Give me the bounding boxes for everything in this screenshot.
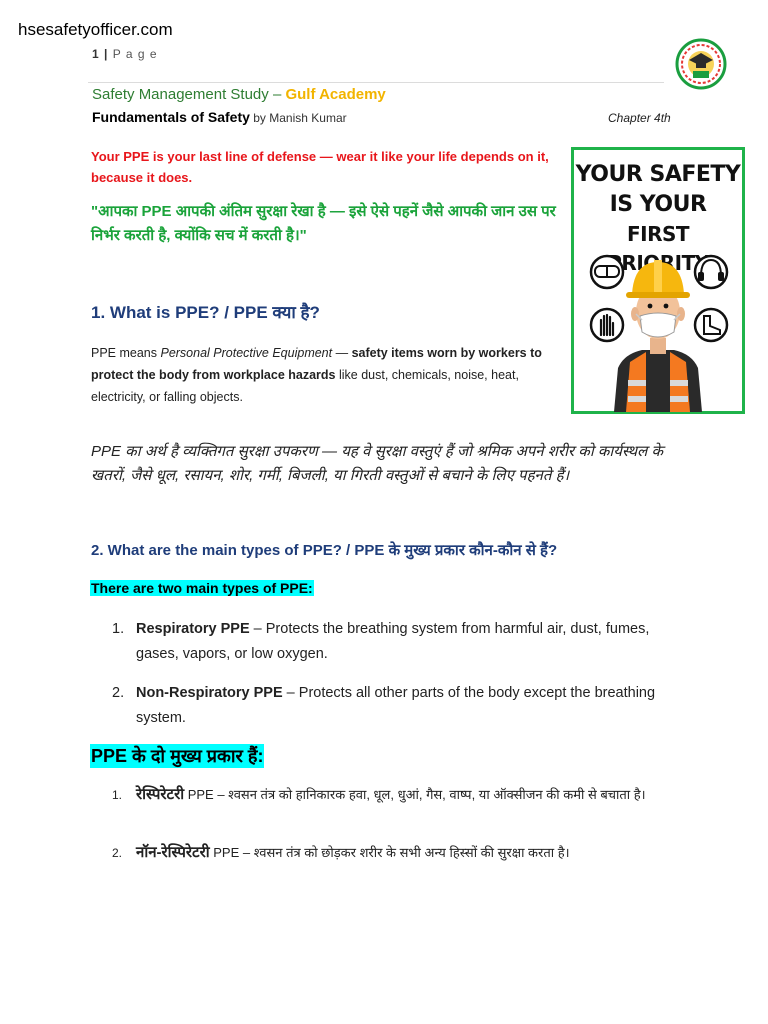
definition-suffix: like dust, chemicals, noise, heat, electricity, or falling objects. [91, 368, 519, 404]
types-highlight-english: There are two main types of PPE: [91, 580, 313, 596]
section-1-heading: 1. What is PPE? / PPE क्या है? [91, 303, 320, 322]
quote-english: Your PPE is your last line of defense — wear it like your life depends on it, because it does. [91, 149, 549, 185]
author: by Manish Kumar [249, 111, 347, 125]
types-highlight-hindi: PPE के दो मुख्य प्रकार हैं: [91, 746, 264, 766]
list-item [112, 681, 672, 731]
poster-line-3: FIRST [626, 222, 690, 246]
safety-poster [571, 147, 745, 414]
page-word: P a g e [112, 47, 158, 61]
fundamentals-title: Fundamentals of Safety [92, 109, 250, 125]
header-rule [88, 82, 664, 83]
list-item [112, 617, 672, 667]
section-2-heading: 2. What are the main types of PPE? / PPE के मुख्य प्रकार कौन-कौन से हैं? [91, 542, 558, 559]
poster-line-2: IS YOUR [609, 192, 707, 217]
goggles-icon [591, 256, 623, 288]
poster-illustration [574, 250, 742, 412]
list-item-text: – Protects the breathing system from harmful air, dust, fumes, gases, vapors, or low oxygen. [136, 621, 650, 662]
list-number: 1. [112, 788, 123, 802]
academy-name: Gulf Academy [285, 86, 386, 103]
study-title [92, 86, 386, 103]
list-item-title: Non-Respiratory PPE [136, 685, 283, 701]
academy-logo-icon [672, 38, 730, 90]
ear-muffs-icon [695, 256, 727, 288]
poster-line-1: YOUR SAFETY [575, 162, 741, 187]
list-item-title: रेस्पिरेटरी [136, 786, 185, 803]
list-item-text: PPE – श्वसन तंत्र को हानिकारक हवा, धूल, धुआं, गैस, वाष्प, या ऑक्सीजन की कमी से बचाता है। [184, 787, 646, 802]
study-title-dash: – [268, 86, 286, 103]
study-title-text: Safety Management Study [92, 86, 269, 103]
chapter-label: Chapter 4th [608, 111, 671, 125]
list-item-title: Respiratory PPE [136, 621, 250, 637]
list-number: 2. [112, 846, 123, 860]
definition-bold: safety items worn by workers to protect the body from workplace hazards [91, 346, 542, 382]
list-item [112, 842, 672, 864]
list-item-text: PPE – श्वसन तंत्र को छोड़कर शरीर के सभी अन्य हिस्सों की सुरक्षा करता है। [209, 845, 570, 860]
list-number: 2. [112, 685, 125, 701]
ppe-definition-hindi: PPE का अर्थ है व्यक्तिगत सुरक्षा उपकरण — यह वे सुरक्षा वस्तुएं हैं जो श्रमिक अपने शरीर को कार्यस्थल के खतरों, जैसे धूल, रसायन, शोर, गर्मी, बिजली, या गिरती वस्तुओं से बचाने के लिए पहनते हैं। [91, 443, 663, 484]
page-number-separator: | [104, 47, 109, 61]
definition-italic: Personal Protective Equipment [160, 346, 333, 360]
definition-dash: — [332, 346, 352, 360]
site-url: hsesafetyofficer.com [18, 20, 173, 39]
ppe-definition-english [91, 342, 561, 408]
list-item-title: नॉन-रेस्पिरेटरी [136, 844, 210, 861]
quote-hindi: "आपका PPE आपकी अंतिम सुरक्षा रेखा है — इसे ऐसे पहनें जैसे आपकी जान उस पर निर्भर करती है, क्योंकि सच में करती है।" [91, 203, 556, 244]
page-number [92, 47, 158, 61]
document-title [92, 109, 347, 125]
glove-icon [591, 309, 623, 341]
definition-prefix: PPE means [91, 346, 161, 360]
safety-boot-icon [695, 309, 727, 341]
page-number-value: 1 [92, 47, 100, 61]
list-item-text: – Protects all other parts of the body except the breathing system. [136, 685, 656, 726]
list-item [112, 784, 672, 806]
list-number: 1. [112, 621, 125, 637]
